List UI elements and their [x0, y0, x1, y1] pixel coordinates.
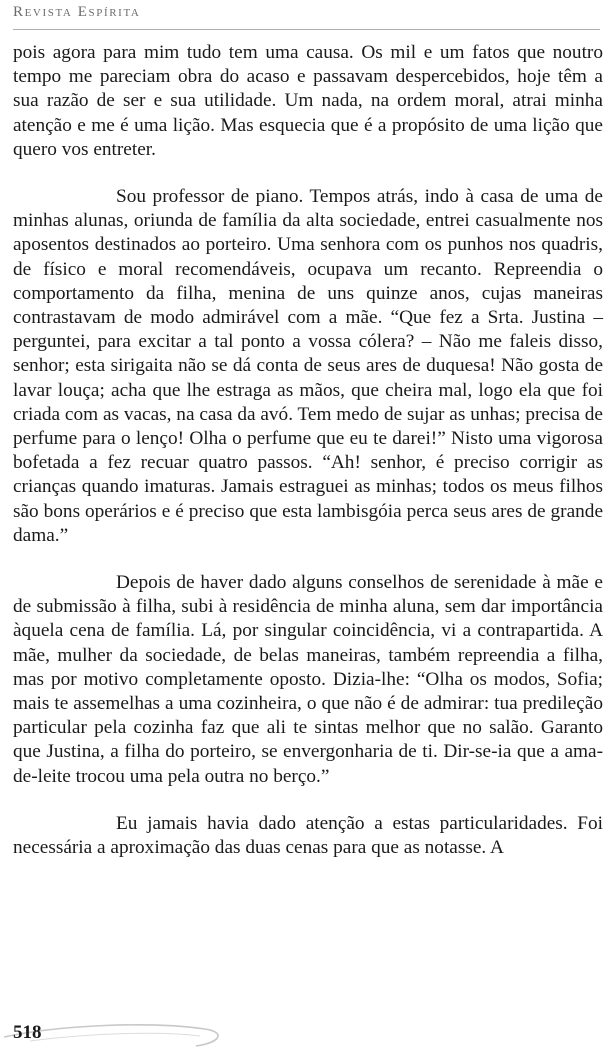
paragraph-1: pois agora para mim tudo tem uma causa. Os mil e um fatos que noutro tempo me pareciam obra do acaso e passavam despercebidos, hoje têm a sua razão de ser e sua utilidade. Um nada, na ordem moral, atrai minha atenção e me é uma lição. Mas esquecia que é a propósito de uma lição que quero vos entreter. [13, 42, 603, 160]
body-text [13, 41, 603, 883]
paragraph-4: Eu jamais havia dado atenção a estas particularidades. Foi necessária a aproximação das duas cenas para que as notasse. A [13, 812, 603, 859]
paragraph-3: Depois de haver dado alguns conselhos de serenidade à mãe e de submissão à filha, subi à residência de minha aluna, sem dar importância àquela cena de família. Lá, por singular coincidência, vi a contrapartida. A mãe, mulher da sociedade, de belas maneiras, também repreendia a filha, mas por motivo completamente oposto. Dizia-lhe: “Olha os modos, Sofia; mais te assemelhas a uma cozinheira, o que não é de admirar: tua predileção particular pela cozinha faz que ali te sintas melhor que no salão. Garanto que Justina, a filha do porteiro, se envergonharia de ti. Dir-se-ia que a ama-de-leite trocou uma pela outra no berço.” [13, 572, 603, 787]
header-divider [13, 29, 600, 30]
paragraph-2: Sou professor de piano. Tempos atrás, indo à casa de uma de minhas alunas, oriunda de família da alta sociedade, entrei casualmente nos aposentos destinados ao porteiro. Uma senhora com os punhos nos quadris, de físico e moral recomendáveis, ocupava um recanto. Repreendia o comportamento da filha, menina de uns quinze anos, cujas maneiras contrastavam de modo admirável com a mãe. “Que fez a Srta. Justina – perguntei, para excitar a tal ponto a vossa cólera? – Não me faleis disso, senhor; esta sirigaita não se dá conta de seus ares de duquesa! Não gosta de lavar louça; acha que lhe estraga as mãos, que cheira mal, logo ela que foi criada com as vacas, na casa da avó. Tem medo de sujar as unhas; precisa de perfume para o lenço! Olha o perfume que eu te darei!” Nisto uma vigorosa bofetada a fez recuar quatro passos. “Ah! senhor, é preciso corrigir as crianças quando imaturas. Jamais estraguei as minhas; todos os meus filhos são bons operários e é preciso que esta lambisgóia perca seus ares de grande dama.” [13, 186, 603, 546]
page-number: 518 [13, 1022, 42, 1043]
running-head: Revista Espírita [13, 4, 141, 20]
